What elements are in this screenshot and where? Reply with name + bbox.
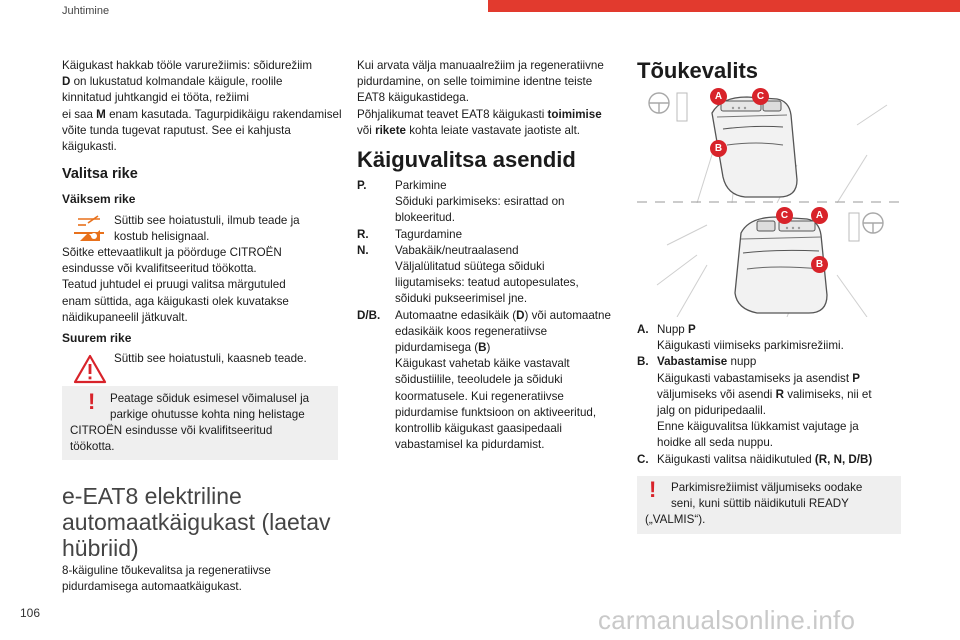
minor-fault-icon-text: Süttib see hoiatustuli, ilmub teade ja kostub helisignaal. bbox=[114, 214, 300, 244]
minor-fault-heading: Väiksem rike bbox=[62, 192, 136, 206]
page-number: 106 bbox=[20, 606, 41, 620]
warning-triangle-icon bbox=[73, 354, 107, 384]
column-1 bbox=[62, 58, 342, 155]
list-item: P. Parkimine Sõiduki parkimiseks: esirattad on blokeeritud. bbox=[357, 179, 565, 225]
callout-c: C bbox=[752, 88, 769, 105]
list-item: C. Käigukasti valitsa näidikutuled (R, N, D/B) bbox=[637, 452, 873, 466]
callout-b: B bbox=[811, 256, 828, 273]
warning-text-rest: CITROËN esindusse või kvalifitseeritud töökotta. bbox=[70, 424, 273, 454]
ehybrid-text: 8-käiguline tõukevalitsa ja regeneratiivse pidurdamisega automaatkäigukast. bbox=[62, 564, 271, 594]
warning-box bbox=[62, 386, 338, 460]
warning-text-first: Peatage sõiduk esimesel võimalusel ja parkige ohutusse kohta ning helistage bbox=[110, 392, 310, 422]
major-fault-heading: Suurem rike bbox=[62, 331, 132, 345]
list-item: R. Tagurdamine bbox=[357, 227, 463, 241]
list-item: D/B. Automaatne edasikäik (D) või automaatne edasikäik koos regeneratiivse pidurdamisega (B) Käigukast vahetab käike vastavalt sõidustiilile, teeoludele ja sõiduki koormatusele. Kui regeneratiivse pidurdamise funktsioon on aktiveeritud, kontrollib käigukast gaasipedaali vabastamisel ka pidurdamist. bbox=[357, 308, 611, 452]
intro-paragraph: Käigukast hakkab tööle varurežiimis: sõidurežiim D on lukustatud kolmandale käigule, roolile kinnitatud juhtkangid ei tööta, režiimi ei saa M enam kasutada. Tagurpidikäigu rakendamisel võite tunda tugevat raputust. See ei kahjusta käigukasti. bbox=[62, 59, 342, 154]
ready-warning-box bbox=[637, 476, 901, 534]
column-2-intro: Kui arvata välja manuaalrežiim ja regeneratiivne pidurdamine, on selle toimimine identne teiste EAT8 käigukastidega. Põhjalikumat teavet EAT8 käigukasti toimimise või rikete kohta leiate vastavate jaotiste alt. bbox=[357, 59, 604, 137]
callout-a: A bbox=[811, 207, 828, 224]
section-title: Juhtimine bbox=[62, 5, 110, 17]
list-item: N. Vabakäik/neutraalasend Väljalülitatud süütega sõiduki liigutamiseks: teatud autopesulates, sõiduki pukseerimisel jne. bbox=[357, 243, 579, 306]
exclamation-icon: ! bbox=[649, 477, 657, 502]
callout-a: A bbox=[710, 88, 727, 105]
exclamation-icon: ! bbox=[88, 389, 96, 414]
callout-b: B bbox=[710, 140, 727, 157]
ehybrid-heading: e-EAT8 elektriline automaatkäigukast (laetav hübriid) bbox=[62, 483, 331, 561]
list-item: A. Nupp P Käigukasti viimiseks parkimisrežiimi. bbox=[637, 323, 844, 353]
minor-fault-text: Sõitke ettevaatlikult ja pöörduge CITROËN esindusse või kvalifitseeritud töökotta. Teatud juhtudel ei pruugi valitsa märgutuled enam süttida, aga käigukasti olek kuvatakse näidikupaneelil jätkuvalt. bbox=[62, 246, 289, 324]
callout-c: C bbox=[776, 207, 793, 224]
selector-legend bbox=[637, 322, 907, 468]
list-item: B. Vabastamise nupp Käigukasti vabastamiseks ja asendist P väljumiseks või asendi R valimiseks, nii et jalg on piduripedaalil. Enne käiguvalitsa lükkamist vajutage ja hoidke all seda nuppu. bbox=[637, 355, 872, 450]
header-accent-bar bbox=[488, 0, 960, 12]
gear-selector-illustration-lhd bbox=[637, 85, 899, 203]
selector-fault-heading: Valitsa rike bbox=[62, 166, 138, 182]
positions-list bbox=[357, 178, 627, 453]
ready-warning-rest: („VALMIS“). bbox=[645, 513, 706, 526]
watermark: carmanualsonline.info bbox=[598, 605, 856, 635]
gear-selector-illustration-rhd bbox=[637, 205, 899, 317]
ready-warning-first: Parkimisrežiimist väljumiseks oodake seni, kuni süttib näidikutuli READY bbox=[671, 481, 863, 511]
major-fault-icon-text: Süttib see hoiatustuli, kaasneb teade. bbox=[114, 352, 307, 365]
gearbox-fault-icon bbox=[74, 213, 104, 243]
push-selector-heading: Tõukevalits bbox=[637, 58, 759, 83]
selector-positions-heading: Käiguvalitsa asendid bbox=[357, 147, 576, 172]
